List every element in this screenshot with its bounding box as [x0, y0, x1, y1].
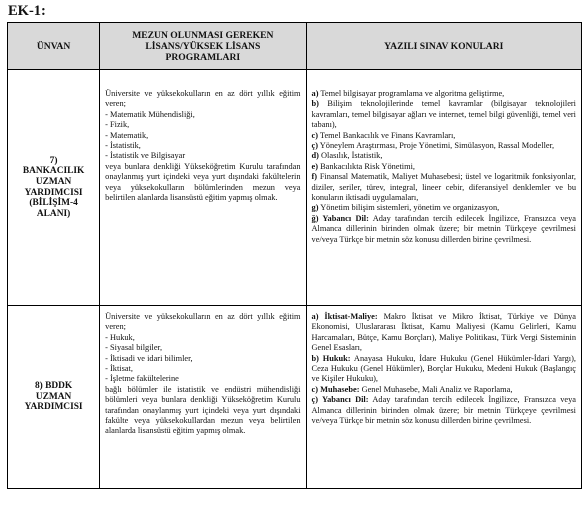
header-programs-line: LİSANS/YÜKSEK LİSANS: [145, 40, 261, 52]
topic-item: [312, 151, 576, 161]
topic-text: Aday tarafından tercih edilecek İngilizce, Fransızca veya Almanca dillerinin birinden olmak üzere; bir metnin Türkçeye çevrilmesi ve/veya Türkçe bir metnin söz konusu dillerden birine çevrilmesi.: [311, 213, 577, 244]
program-item: - İstatistik,: [105, 141, 141, 151]
header-programs-line: MEZUN OLUNMASI GEREKEN: [132, 29, 274, 41]
topic-text: Anayasa Hukuku, İdare Hukuku (Genel Hükümler-İdari Yargı), Ceza Hukuku (Genel Hükümler), Borçlar Hukuku, Medeni Hukuk (Başlangıç ve Kişiler Hukuku),: [311, 353, 576, 384]
topic-item: [312, 162, 576, 172]
position-title-line: (BİLİŞİM-4: [29, 198, 78, 209]
topic-label: ç) Yabancı Dil:: [311, 395, 369, 405]
topic-item: [312, 214, 576, 245]
table-row: [8, 70, 582, 306]
topic-item: [312, 99, 576, 130]
table-header-row: [8, 23, 582, 70]
topic-text: Temel Bankacılık ve Finans Kavramları,: [318, 130, 456, 140]
topic-label: b) Hukuk:: [311, 353, 351, 363]
position-title-line: YARDIMCISI: [24, 402, 83, 413]
program-item: - Hukuk,: [105, 332, 135, 342]
topic-item: [312, 385, 576, 395]
program-item: - Fizik,: [105, 120, 130, 130]
table-row: [8, 306, 582, 489]
topic-text: Bilişim teknolojilerinde temel kavramlar (bilgisayar teknolojileri kavramları, temel bilgisayar ağları ve internet, temel bilgi güvenliği, temel veri tabanı),: [311, 99, 576, 130]
topic-label: b): [311, 99, 319, 109]
topic-item: [312, 395, 576, 426]
program-item: - Matematik Mühendisliği,: [105, 109, 195, 119]
program-item: - İktisat,: [105, 364, 133, 374]
program-text: bağlı bölümler ile istatistik ve endüstri mühendisliği bölümleri veya bunlara denkliği Yükseköğretim Kurulu tarafından onaylanmış yurt içindeki veya yurt dışındaki fakülte veya yüksekokullardan mezun veya belirtilen alanlarda lisansüstü eğitim yapmış olmak.: [105, 384, 301, 436]
topic-item: [312, 203, 576, 213]
topic-text: Makro İktisat ve Mikro İktisat, Türkiye ve Dünya Ekonomisi, Uluslararası İktisat, Kamu Maliyesi (Kamu Gelirleri, Kamu Harcamaları, Bütçe, Kamu Borçları), Maliye Politikası, Türk Vergi Sisteminin Genel Esasları,: [311, 312, 576, 353]
header-programs-line: PROGRAMLARI: [165, 51, 241, 63]
position-title-line: UZMAN: [35, 176, 72, 187]
position-title-line: UZMAN: [35, 391, 72, 402]
topic-label: f): [311, 172, 318, 182]
topic-text: Olasılık, İstatistik,: [318, 151, 383, 161]
topic-label: c) Muhasebe:: [311, 384, 360, 394]
topic-item: [312, 131, 576, 141]
topic-label: a) İktisat-Maliye:: [311, 312, 378, 321]
document-label: EK-1:: [8, 3, 46, 19]
topics-cell: [306, 70, 581, 306]
topic-text: Genel Muhasebe, Mali Analiz ve Raporlama,: [359, 384, 513, 394]
position-title-line: BANKACILIK: [22, 166, 85, 177]
topic-label: e): [311, 161, 318, 171]
header-title: ÜNVAN: [8, 23, 100, 70]
program-item: - İktisadi ve idari bilimler,: [105, 353, 193, 363]
topics-cell: [306, 306, 581, 489]
topic-label: a): [311, 89, 319, 98]
program-item: - Matematik,: [105, 130, 149, 140]
programs-cell: [100, 70, 306, 306]
positions-table: [7, 22, 582, 489]
topic-item: [312, 141, 576, 151]
topic-item: [312, 312, 576, 354]
program-text: Üniversite ve yüksekokulların en az dört yıllık eğitim veren;: [105, 312, 301, 332]
topic-text: Yöneylem Araştırması, Proje Yönetimi, Simülasyon, Rassal Modeller,: [318, 141, 555, 151]
topic-label: ç): [311, 141, 318, 151]
topic-label: ğ) Yabancı Dil:: [311, 213, 369, 223]
program-item: - Siyasal bilgiler,: [105, 343, 163, 353]
position-title-cell: [8, 70, 100, 306]
topic-label: c): [311, 130, 318, 140]
position-title-line: ALANI): [36, 208, 71, 219]
position-title-line: 8) BDDK: [34, 381, 73, 392]
topic-item: [312, 354, 576, 385]
topic-text: Aday tarafından tercih edilecek İngilizce, Fransızca veya Almanca dillerinin birinden olmak üzere; bir metnin Türkçeye çevrilmesi ve/veya Türkçe bir metnin söz konusu dillerden birine çevrilmesi.: [311, 395, 577, 426]
position-title-line: YARDIMCISI: [24, 187, 83, 198]
position-title-line: 7): [49, 155, 58, 166]
program-item: - İstatistik ve Bilgisayar: [105, 151, 186, 161]
topic-text: Yönetim bilişim sistemleri, yönetim ve organizasyon,: [318, 203, 500, 213]
position-title-cell: [8, 306, 100, 489]
topic-text: Finansal Matematik, Maliyet Muhasebesi; üstel ve logaritmik fonksiyonlar, diziler, seriler, türev, integral, lineer cebir, diferansiyel denklemler ve bu konuların iktisadi uygulamaları,: [311, 172, 576, 203]
topic-item: [312, 89, 576, 99]
program-item: - İşletme fakültelerine: [105, 374, 179, 384]
topic-label: d): [311, 151, 319, 161]
topic-text: Bankacılıkta Risk Yönetimi,: [318, 161, 416, 171]
header-programs: [100, 23, 306, 70]
topic-item: [312, 172, 576, 203]
topic-text: Temel bilgisayar programlama ve algoritma geliştirme,: [318, 89, 505, 98]
header-topics: YAZILI SINAV KONULARI: [306, 23, 581, 70]
program-text: Üniversite ve yüksekokulların en az dört yıllık eğitim veren;: [105, 89, 301, 109]
program-text: veya bunlara denkliği Yükseköğretim Kurulu tarafından onaylanmış yurt içindeki veya yurt dışındaki fakültelerin veya yüksekokulların bölümlerinden mezun veya belirtilen alanlarda lisansüstü eğitim yapmış olmak.: [105, 161, 301, 203]
programs-cell: [100, 306, 306, 489]
topic-label: g): [311, 203, 319, 213]
